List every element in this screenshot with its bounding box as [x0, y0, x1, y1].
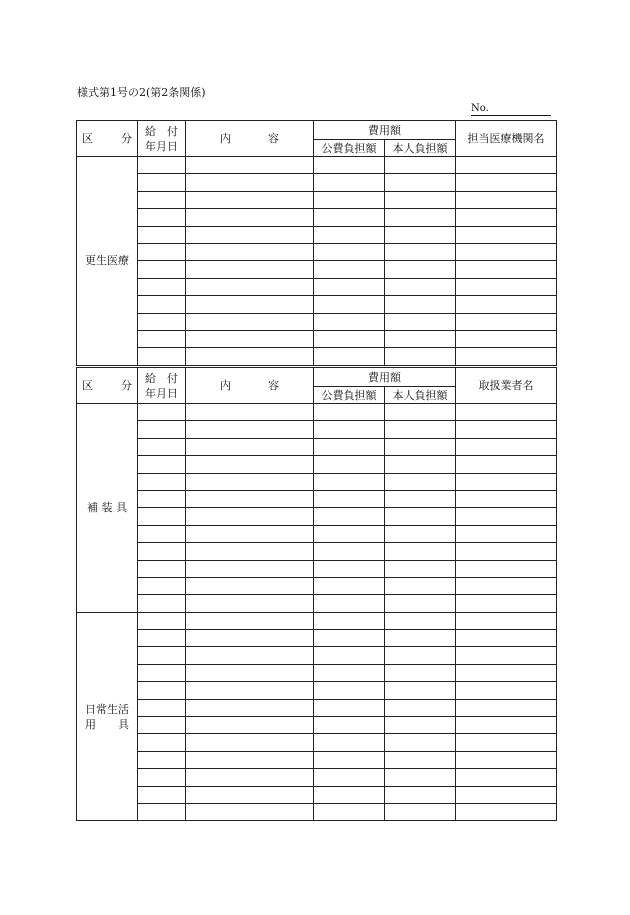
form-number: No. [471, 103, 551, 116]
date-cell[interactable] [138, 174, 186, 191]
table-row [77, 803, 557, 820]
agency-cell[interactable] [456, 261, 557, 278]
content-cell[interactable] [186, 595, 314, 612]
table-row [77, 490, 557, 507]
date-cell[interactable] [138, 157, 186, 174]
date-cell[interactable] [138, 734, 186, 751]
personal-cost-cell[interactable] [385, 473, 456, 490]
content-cell[interactable] [186, 612, 314, 629]
public-cost-cell[interactable] [314, 456, 385, 473]
personal-cost-cell[interactable] [385, 191, 456, 208]
table-row [77, 508, 557, 525]
table-row [77, 647, 557, 664]
public-cost-cell[interactable] [314, 243, 385, 260]
table-row [77, 560, 557, 577]
table-row [77, 717, 557, 734]
date-cell[interactable] [138, 786, 186, 803]
personal-cost-cell[interactable] [385, 595, 456, 612]
date-cell[interactable] [138, 508, 186, 525]
public-cost-cell[interactable] [314, 261, 385, 278]
content-header: 内 容 [186, 368, 314, 404]
date-cell[interactable] [138, 438, 186, 455]
personal-cost-cell[interactable] [385, 421, 456, 438]
public-cost-cell[interactable] [314, 209, 385, 226]
personal-cost-cell[interactable] [385, 525, 456, 542]
personal-cost-cell[interactable] [385, 278, 456, 295]
content-cell[interactable] [186, 404, 314, 421]
category-label: 日常生活 用 具 [77, 612, 138, 821]
date-cell[interactable] [138, 261, 186, 278]
content-cell[interactable] [186, 209, 314, 226]
table-row [77, 313, 557, 330]
agency-cell[interactable] [456, 560, 557, 577]
content-cell[interactable] [186, 543, 314, 560]
table-row [77, 348, 557, 365]
agency-cell[interactable] [456, 473, 557, 490]
date-cell[interactable] [138, 278, 186, 295]
personal-cost-cell[interactable] [385, 647, 456, 664]
date-cell[interactable] [138, 630, 186, 647]
content-cell[interactable] [186, 330, 314, 347]
agency-cell[interactable] [456, 157, 557, 174]
public-cost-cell[interactable] [314, 313, 385, 330]
table-row [77, 751, 557, 768]
date-cell[interactable] [138, 751, 186, 768]
content-cell[interactable] [186, 577, 314, 594]
content-cell[interactable] [186, 751, 314, 768]
agency-cell[interactable] [456, 508, 557, 525]
content-cell[interactable] [186, 243, 314, 260]
content-cell[interactable] [186, 803, 314, 820]
personal-cost-cell[interactable] [385, 490, 456, 507]
personal-cost-cell[interactable] [385, 404, 456, 421]
personal-cost-cell[interactable] [385, 296, 456, 313]
public-cost-cell[interactable] [314, 174, 385, 191]
agency-cell[interactable] [456, 595, 557, 612]
content-cell[interactable] [186, 734, 314, 751]
personal-cost-cell[interactable] [385, 560, 456, 577]
category-label: 補 装 具 [77, 404, 138, 613]
agency-cell[interactable] [456, 404, 557, 421]
table-row [77, 769, 557, 786]
content-cell[interactable] [186, 630, 314, 647]
content-cell[interactable] [186, 786, 314, 803]
cost-group-header: 費用額 [314, 368, 456, 387]
personal-cost-cell[interactable] [385, 803, 456, 820]
table-row [77, 174, 557, 191]
table-row [77, 699, 557, 716]
personal-cost-cell[interactable] [385, 174, 456, 191]
agency-cell[interactable] [456, 543, 557, 560]
vendor-header: 取扱業者名 [456, 368, 557, 404]
public-cost-cell[interactable] [314, 543, 385, 560]
agency-cell[interactable] [456, 456, 557, 473]
public-cost-cell[interactable] [314, 525, 385, 542]
agency-cell[interactable] [456, 243, 557, 260]
public-cost-cell[interactable] [314, 296, 385, 313]
agency-cell[interactable] [456, 209, 557, 226]
table-row [77, 421, 557, 438]
date-cell[interactable] [138, 717, 186, 734]
personal-cost-cell[interactable] [385, 751, 456, 768]
content-cell[interactable] [186, 769, 314, 786]
agency-cell[interactable] [456, 525, 557, 542]
table-row [77, 543, 557, 560]
date-cell[interactable] [138, 456, 186, 473]
public-cost-cell[interactable] [314, 157, 385, 174]
content-cell[interactable] [186, 226, 314, 243]
personal-cost-cell[interactable] [385, 243, 456, 260]
medical-table [76, 120, 557, 366]
form-title: 様式第1号の2(第2条関係) [77, 86, 206, 99]
public-cost-header: 公費負担額 [314, 140, 385, 157]
table-row [77, 456, 557, 473]
personal-cost-header: 本人負担額 [385, 140, 456, 157]
content-cell[interactable] [186, 456, 314, 473]
public-cost-header: 公費負担額 [314, 387, 385, 404]
public-cost-cell[interactable] [314, 717, 385, 734]
content-cell[interactable] [186, 508, 314, 525]
personal-cost-cell[interactable] [385, 664, 456, 681]
content-cell[interactable] [186, 647, 314, 664]
agency-cell[interactable] [456, 296, 557, 313]
date-cell[interactable] [138, 209, 186, 226]
personal-cost-cell[interactable] [385, 612, 456, 629]
content-cell[interactable] [186, 473, 314, 490]
public-cost-cell[interactable] [314, 404, 385, 421]
personal-cost-cell[interactable] [385, 682, 456, 699]
personal-cost-cell[interactable] [385, 769, 456, 786]
agency-cell[interactable] [456, 717, 557, 734]
table-row [77, 682, 557, 699]
date-cell[interactable] [138, 421, 186, 438]
content-cell[interactable] [186, 560, 314, 577]
date-cell[interactable] [138, 612, 186, 629]
table-row [77, 438, 557, 455]
medical-header [77, 121, 557, 157]
table-row [77, 664, 557, 681]
date-cell[interactable] [138, 682, 186, 699]
personal-cost-cell[interactable] [385, 226, 456, 243]
category-header: 区 分 [77, 368, 138, 404]
agency-cell[interactable] [456, 699, 557, 716]
table-row [77, 525, 557, 542]
table-row [77, 577, 557, 594]
table-row [77, 630, 557, 647]
agency-cell[interactable] [456, 348, 557, 365]
date-cell[interactable] [138, 525, 186, 542]
date-cell[interactable] [138, 577, 186, 594]
public-cost-cell[interactable] [314, 751, 385, 768]
devices-header [77, 368, 557, 404]
public-cost-cell[interactable] [314, 473, 385, 490]
content-header: 内 容 [186, 121, 314, 157]
date-header: 給 付 年月日 [138, 368, 186, 404]
public-cost-cell[interactable] [314, 699, 385, 716]
agency-cell[interactable] [456, 438, 557, 455]
table-row [77, 261, 557, 278]
personal-cost-cell[interactable] [385, 348, 456, 365]
public-cost-cell[interactable] [314, 278, 385, 295]
content-cell[interactable] [186, 348, 314, 365]
table-row [77, 473, 557, 490]
content-cell[interactable] [186, 278, 314, 295]
table-row [77, 157, 557, 174]
devices-body [77, 404, 557, 821]
date-cell[interactable] [138, 226, 186, 243]
agency-cell[interactable] [456, 490, 557, 507]
date-cell[interactable] [138, 595, 186, 612]
public-cost-cell[interactable] [314, 226, 385, 243]
table-row [77, 226, 557, 243]
personal-cost-cell[interactable] [385, 261, 456, 278]
table-row [77, 330, 557, 347]
content-cell[interactable] [186, 296, 314, 313]
date-header: 給 付 年月日 [138, 121, 186, 157]
personal-cost-cell[interactable] [385, 438, 456, 455]
agency-cell[interactable] [456, 630, 557, 647]
personal-cost-cell[interactable] [385, 543, 456, 560]
public-cost-cell[interactable] [314, 577, 385, 594]
date-cell[interactable] [138, 769, 186, 786]
date-cell[interactable] [138, 296, 186, 313]
agency-cell[interactable] [456, 330, 557, 347]
date-cell[interactable] [138, 699, 186, 716]
public-cost-cell[interactable] [314, 630, 385, 647]
agency-cell[interactable] [456, 313, 557, 330]
cost-group-header: 費用額 [314, 121, 456, 140]
content-cell[interactable] [186, 313, 314, 330]
public-cost-cell[interactable] [314, 508, 385, 525]
agency-cell[interactable] [456, 647, 557, 664]
public-cost-cell[interactable] [314, 803, 385, 820]
personal-cost-cell[interactable] [385, 717, 456, 734]
table-row [77, 209, 557, 226]
date-cell[interactable] [138, 404, 186, 421]
content-cell[interactable] [186, 699, 314, 716]
personal-cost-cell[interactable] [385, 577, 456, 594]
content-cell[interactable] [186, 174, 314, 191]
public-cost-cell[interactable] [314, 734, 385, 751]
content-cell[interactable] [186, 664, 314, 681]
agency-header: 担当医療機関名 [456, 121, 557, 157]
agency-cell[interactable] [456, 734, 557, 751]
personal-cost-cell[interactable] [385, 734, 456, 751]
date-cell[interactable] [138, 560, 186, 577]
table-row [77, 786, 557, 803]
public-cost-cell[interactable] [314, 664, 385, 681]
content-cell[interactable] [186, 191, 314, 208]
table-row [77, 296, 557, 313]
table-row [77, 243, 557, 260]
personal-cost-cell[interactable] [385, 313, 456, 330]
devices-table [76, 367, 557, 821]
category-header: 区 分 [77, 121, 138, 157]
public-cost-cell[interactable] [314, 612, 385, 629]
agency-cell[interactable] [456, 612, 557, 629]
date-cell[interactable] [138, 243, 186, 260]
date-cell[interactable] [138, 348, 186, 365]
public-cost-cell[interactable] [314, 421, 385, 438]
agency-cell[interactable] [456, 803, 557, 820]
agency-cell[interactable] [456, 174, 557, 191]
medical-body [77, 157, 557, 366]
agency-cell[interactable] [456, 682, 557, 699]
table-row [77, 612, 557, 629]
agency-cell[interactable] [456, 577, 557, 594]
date-cell[interactable] [138, 330, 186, 347]
personal-cost-cell[interactable] [385, 209, 456, 226]
public-cost-cell[interactable] [314, 682, 385, 699]
content-cell[interactable] [186, 438, 314, 455]
agency-cell[interactable] [456, 226, 557, 243]
personal-cost-header: 本人負担額 [385, 387, 456, 404]
table-row [77, 734, 557, 751]
content-cell[interactable] [186, 421, 314, 438]
personal-cost-cell[interactable] [385, 330, 456, 347]
agency-cell[interactable] [456, 769, 557, 786]
public-cost-cell[interactable] [314, 647, 385, 664]
date-cell[interactable] [138, 664, 186, 681]
public-cost-cell[interactable] [314, 191, 385, 208]
agency-cell[interactable] [456, 664, 557, 681]
personal-cost-cell[interactable] [385, 157, 456, 174]
public-cost-cell[interactable] [314, 769, 385, 786]
public-cost-cell[interactable] [314, 490, 385, 507]
agency-cell[interactable] [456, 751, 557, 768]
personal-cost-cell[interactable] [385, 786, 456, 803]
agency-cell[interactable] [456, 278, 557, 295]
agency-cell[interactable] [456, 191, 557, 208]
date-cell[interactable] [138, 647, 186, 664]
content-cell[interactable] [186, 682, 314, 699]
date-cell[interactable] [138, 313, 186, 330]
agency-cell[interactable] [456, 421, 557, 438]
content-cell[interactable] [186, 261, 314, 278]
date-cell[interactable] [138, 191, 186, 208]
date-cell[interactable] [138, 803, 186, 820]
table-row [77, 191, 557, 208]
personal-cost-cell[interactable] [385, 456, 456, 473]
content-cell[interactable] [186, 717, 314, 734]
date-cell[interactable] [138, 543, 186, 560]
public-cost-cell[interactable] [314, 560, 385, 577]
table-row [77, 595, 557, 612]
date-cell[interactable] [138, 473, 186, 490]
public-cost-cell[interactable] [314, 330, 385, 347]
public-cost-cell[interactable] [314, 438, 385, 455]
public-cost-cell[interactable] [314, 786, 385, 803]
public-cost-cell[interactable] [314, 595, 385, 612]
personal-cost-cell[interactable] [385, 699, 456, 716]
table-row [77, 278, 557, 295]
agency-cell[interactable] [456, 786, 557, 803]
date-cell[interactable] [138, 490, 186, 507]
content-cell[interactable] [186, 490, 314, 507]
content-cell[interactable] [186, 157, 314, 174]
category-label: 更生医療 [77, 157, 138, 366]
content-cell[interactable] [186, 525, 314, 542]
public-cost-cell[interactable] [314, 348, 385, 365]
personal-cost-cell[interactable] [385, 508, 456, 525]
table-row [77, 404, 557, 421]
personal-cost-cell[interactable] [385, 630, 456, 647]
